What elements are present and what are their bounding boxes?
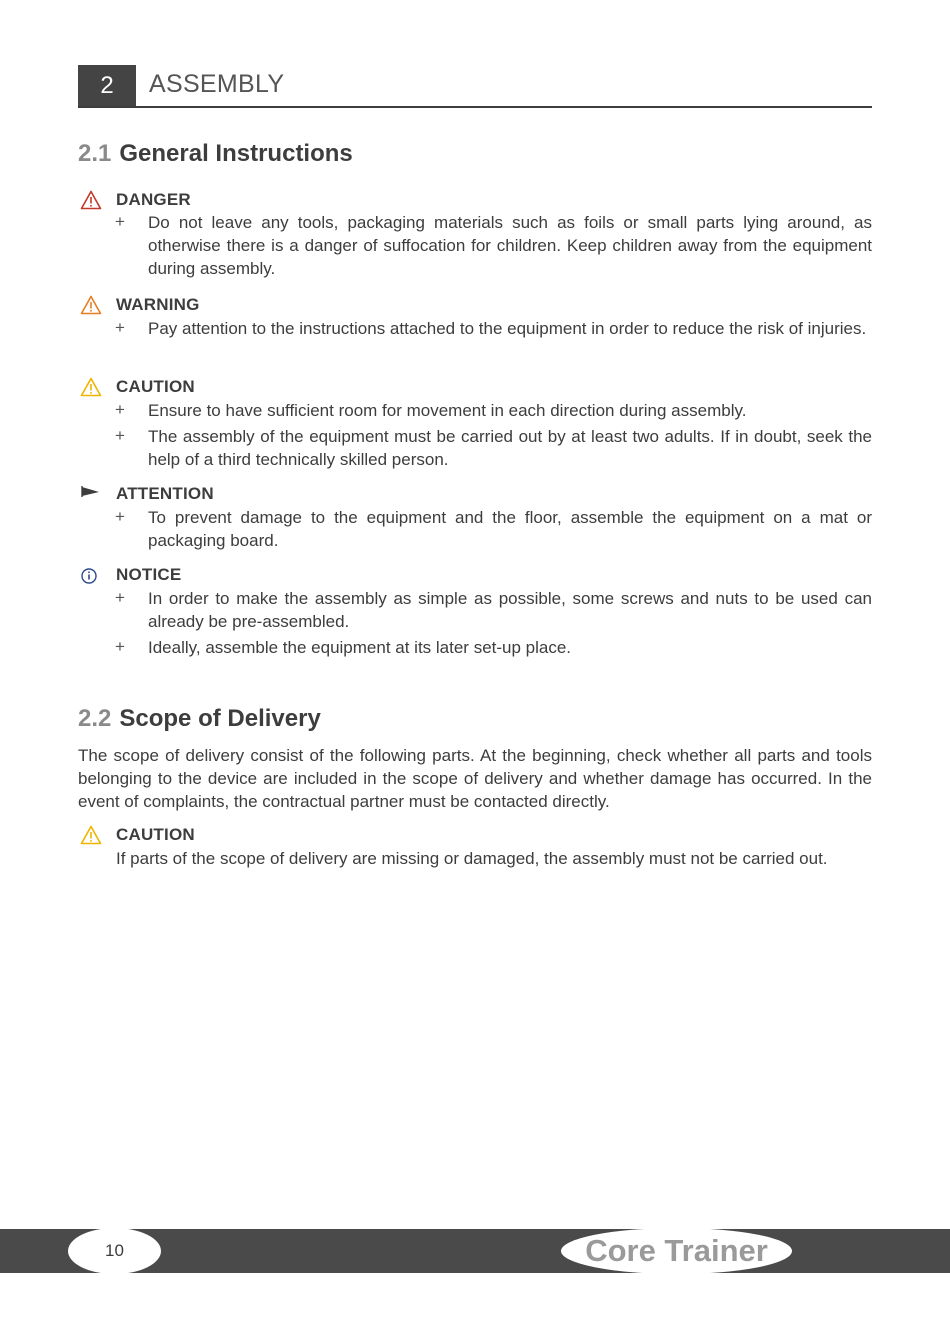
- notice-title-warning: WARNING: [116, 295, 200, 314]
- danger-bullet-text: Do not leave any tools, packaging materials such as foils or small parts lying around, as otherwise there is a danger of suffocation for children. Keep children away from the equipment during assembly.: [148, 213, 872, 278]
- chapter-title: ASSEMBLY: [149, 70, 285, 98]
- notice-title-caution: CAUTION: [116, 825, 195, 844]
- bullet-marker: +: [115, 507, 125, 526]
- section-heading-scope-of-delivery: [78, 705, 321, 733]
- attention-bullet-text: To prevent damage to the equipment and the floor, assemble the equipment on a mat or packaging board.: [148, 508, 872, 550]
- caution-triangle-icon: [80, 825, 102, 845]
- bullet-marker: +: [115, 426, 125, 445]
- notice-bullet-text: In order to make the assembly as simple as possible, some screws and nuts to be used can already be pre-assembled.: [148, 589, 872, 631]
- notice-title-caution: CAUTION: [116, 377, 195, 396]
- chapter-number: 2: [78, 65, 136, 106]
- bullet-marker: +: [115, 318, 125, 337]
- bullet-marker: +: [115, 588, 125, 607]
- flag-pointer-icon: [80, 483, 102, 503]
- caution-bullet-text: The assembly of the equipment must be carried out by at least two adults. If in doubt, seek the help of a third technically skilled person.: [148, 427, 872, 469]
- warning-triangle-icon: [80, 295, 102, 315]
- chapter-header: [78, 65, 872, 108]
- brand-name: Core Trainer: [561, 1228, 792, 1274]
- info-circle-icon: [80, 566, 102, 586]
- caution-bullet-text: Ensure to have sufficient room for movement in each direction during assembly.: [148, 401, 747, 420]
- bullet-marker: +: [115, 212, 125, 231]
- notice-bullet-text: Ideally, assemble the equipment at its later set-up place.: [148, 638, 572, 657]
- section-number: 2.2: [78, 705, 112, 732]
- section-number: 2.1: [78, 140, 112, 167]
- scope-paragraph: The scope of delivery consist of the following parts. At the beginning, check whether all parts and tools belonging to the device are included in the scope of delivery and whether damage has occurred. In the event of complaints, the contractual partner must be contacted directly.: [78, 746, 872, 811]
- page-number: 10: [68, 1228, 161, 1274]
- notice-title-danger: DANGER: [116, 190, 191, 209]
- bullet-marker: +: [115, 637, 125, 656]
- section-title: Scope of Delivery: [119, 705, 321, 732]
- bullet-marker: +: [115, 400, 125, 419]
- section-title: General Instructions: [119, 140, 353, 167]
- scope-caution-text: If parts of the scope of delivery are missing or damaged, the assembly must not be carried out.: [116, 849, 828, 868]
- danger-warning-triangle-icon: [80, 190, 102, 210]
- section-heading-general-instructions: [78, 140, 353, 168]
- warning-bullet-text: Pay attention to the instructions attached to the equipment in order to reduce the risk of injuries.: [148, 319, 867, 338]
- caution-triangle-icon: [80, 377, 102, 397]
- notice-title-attention: ATTENTION: [116, 484, 214, 503]
- notice-title-notice: NOTICE: [116, 565, 182, 584]
